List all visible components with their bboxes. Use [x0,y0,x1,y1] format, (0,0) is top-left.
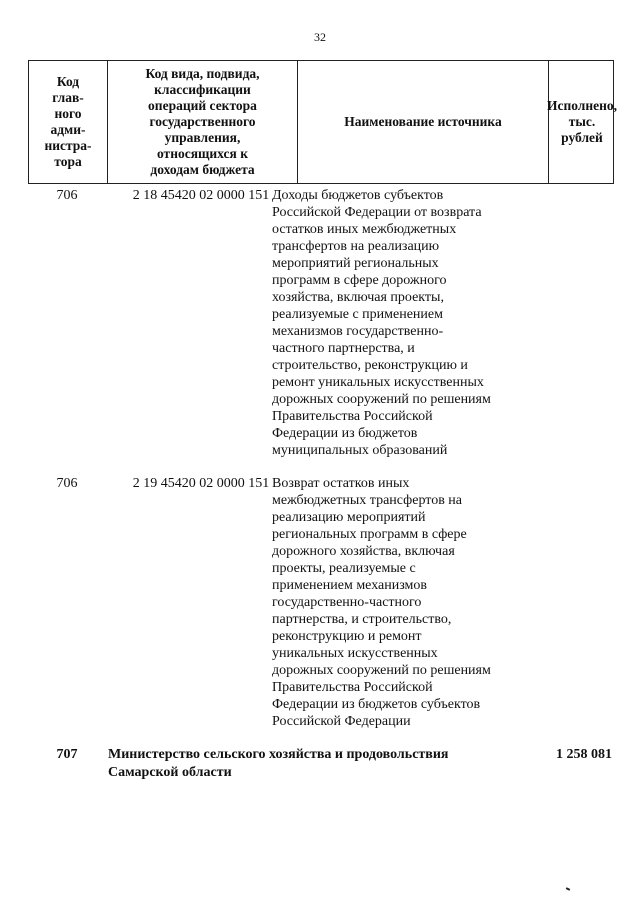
header-code-line: нистра- [44,138,92,153]
table-header [28,60,618,184]
ministry-name [108,746,508,782]
header-code-line: Код [56,74,80,89]
row-name-line: Федерации из бюджетов субъектов [272,697,481,712]
header-classification-line: управления, [164,130,241,145]
row-name-line: дорожных сооружений по решениям [272,663,491,678]
row-name-line: региональных программ в сфере [272,527,467,542]
row-name-line: реконструкцию и ремонт [272,629,422,644]
row-name-line: механизмов государственно- [272,324,444,339]
row-name-line: Правительства Российской [272,409,433,424]
row-name-line: реализацию мероприятий [272,510,426,525]
row-name-line: проекты, реализуемые с [272,561,416,576]
header-classification-line: классификации [154,82,251,97]
row-classification: 2 18 45420 02 0000 151 [132,188,270,203]
header-classification-line: доходам бюджета [150,162,255,177]
header-classification-line: государственного [149,114,256,129]
ministry-name-line: Министерство сельского хозяйства и продовольствия [108,747,449,762]
header-amount-line: Исполнено, [546,98,618,113]
row-name-line: Правительства Российской [272,680,433,695]
row-name-line: дорожного хозяйства, включая [272,544,455,559]
row-name-line: хозяйства, включая проекты, [272,290,444,305]
row-name-line: Возврат остатков иных [272,476,410,491]
row-name-line: Российской Федерации от возврата [272,205,482,220]
row-name-line: Федерации из бюджетов [272,426,418,441]
row-name-line: трансфертов на реализацию [272,239,440,254]
row-name-line: ремонт уникальных искусственных [272,375,484,390]
row-name-line: дорожных сооружений по решениям [272,392,491,407]
ministry-code: 707 [56,747,78,762]
header-classification-line: относящихся к [156,146,248,161]
row-name-line: применением механизмов [272,578,428,593]
row-name-line: программ в сфере дорожного [272,273,447,288]
row-name-line: уникальных искусственных [272,646,438,661]
row-name-line: партнерства, и строительство, [272,612,452,627]
row-name-line: Российской Федерации [272,714,411,729]
row-classification: 2 19 45420 02 0000 151 [132,476,270,491]
row-name-line: реализуемые с применением [272,307,443,322]
row-name-line: межбюджетных трансфертов на [272,493,463,508]
row-name-line: мероприятий региональных [272,256,439,271]
row-name-line: муниципальных образований [272,443,448,458]
ministry-amount: 1 258 081 [556,747,612,762]
header-code [29,61,107,183]
header-classification-line: Код вида, подвида, [145,66,260,81]
header-code-line: глав- [52,90,84,105]
header-amount [546,61,618,183]
row-name-line: Доходы бюджетов субъектов [272,188,444,203]
row-name [272,187,522,459]
row-name-line: частного партнерства, и [272,341,415,356]
row-name-line: строительство, реконструкцию и [272,358,468,373]
row-name-line: государственно-частного [272,595,422,610]
header-classification [107,61,297,183]
header-code-line: адми- [50,122,86,137]
row-name [272,475,522,730]
header-code-line: ного [54,106,82,121]
header-amount-line: тыс. рублей [561,114,603,145]
ministry-name-line: Самарской области [108,765,232,780]
header-code-line: тора [54,154,82,169]
scan-mark [566,887,570,891]
header-classification-line: операций сектора [148,98,257,113]
page-number: 32 [314,30,326,44]
row-name-line: остатков иных межбюджетных [272,222,457,237]
row-code: 706 [56,188,78,203]
row-code: 706 [56,476,78,491]
header-name: Наименование источника [297,61,548,183]
